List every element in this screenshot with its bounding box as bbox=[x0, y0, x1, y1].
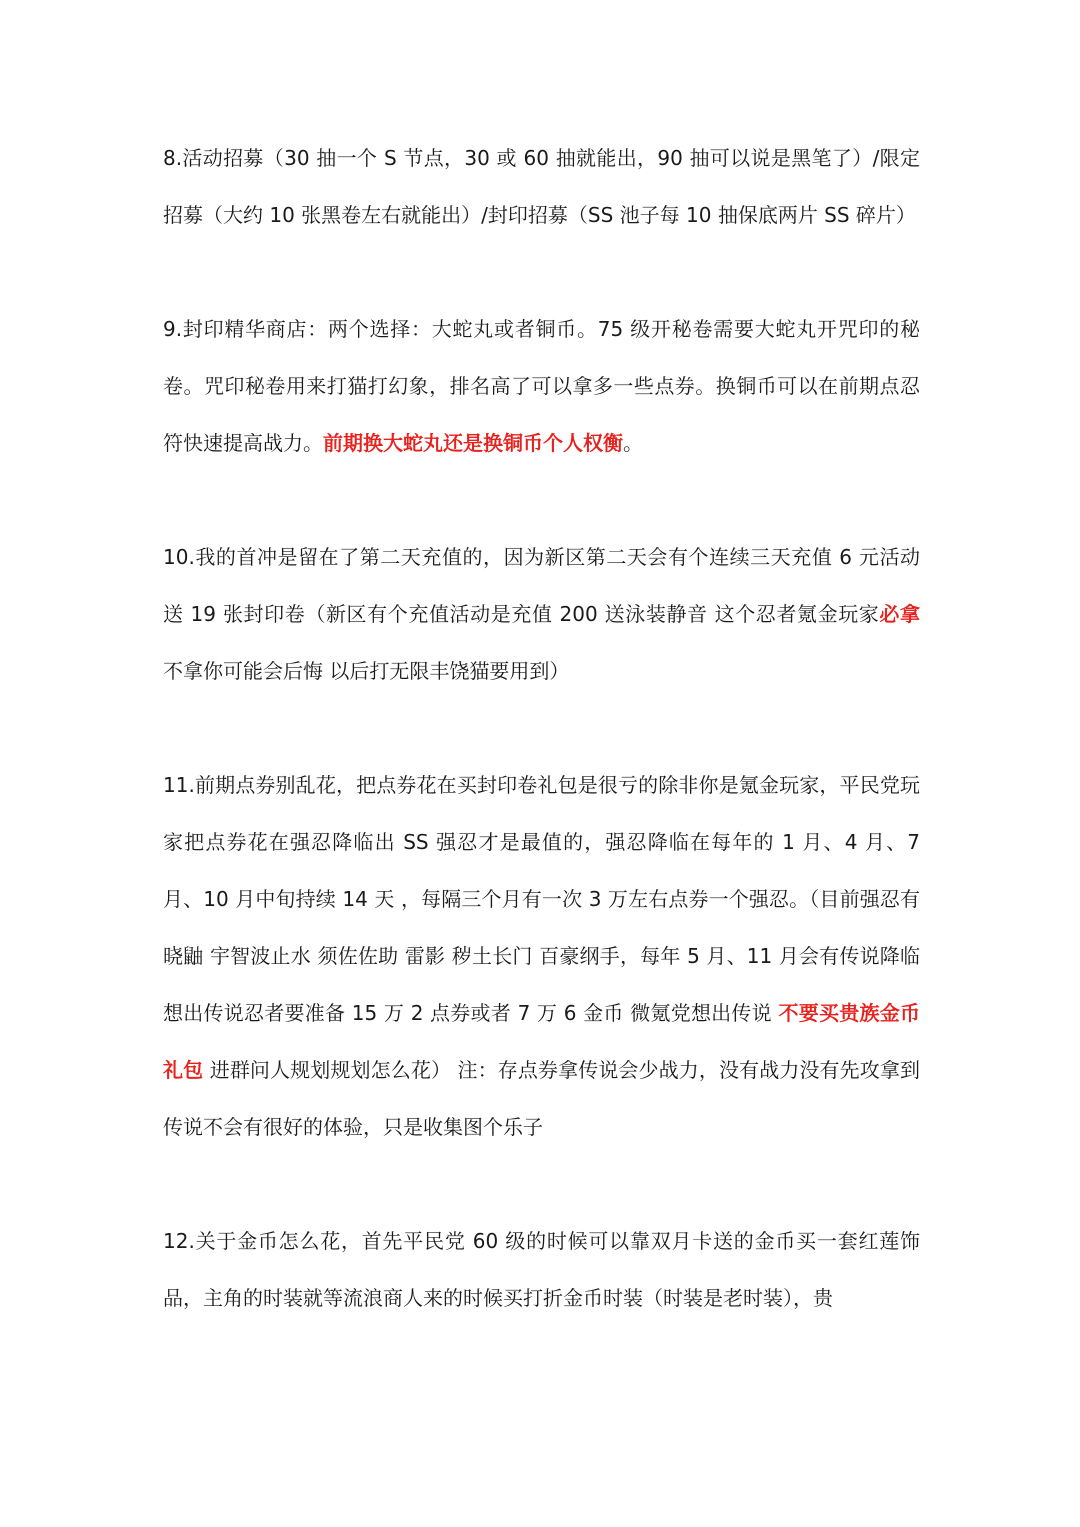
paragraph-10 bbox=[163, 529, 920, 700]
paragraph-10-tail: 不拿你可能会后悔 以后打无限丰饶猫要用到） bbox=[163, 659, 570, 683]
paragraph-spacer bbox=[163, 700, 920, 757]
paragraph-11 bbox=[163, 757, 920, 1156]
paragraph-9-text: 9.封印精华商店：两个选择：大蛇丸或者铜币。75 级开秘卷需要大蛇丸开咒印的秘卷。咒印秘卷用来打猫打幻象，排名高了可以拿多一些点券。换铜币可以在前期点忍符快速提高战力。 bbox=[163, 317, 920, 455]
paragraph-10-text: 10.我的首冲是留在了第二天充值的，因为新区第二天会有个连续三天充值 6 元活动送 19 张封印卷（新区有个充值活动是充值 200 送泳装静音 这个忍者氪金玩家 bbox=[163, 545, 920, 626]
paragraph-9 bbox=[163, 301, 920, 472]
paragraph-spacer bbox=[163, 244, 920, 301]
paragraph-12 bbox=[163, 1213, 920, 1327]
paragraph-11-tail: 进群问人规划规划怎么花） 注：存点券拿传说会少战力，没有战力没有先攻拿到传说不会有很好的体验，只是收集图个乐子 bbox=[163, 1058, 921, 1139]
paragraph-9-highlight: 前期换大蛇丸还是换铜币个人权衡 bbox=[323, 431, 623, 455]
document-page bbox=[163, 130, 920, 1327]
paragraph-11-text: 11.前期点券别乱花，把点券花在买封印卷礼包是很亏的除非你是氪金玩家，平民党玩家把点券花在强忍降临出 SS 强忍才是最值的，强忍降临在每年的 1 月、4 月、7 月、10 月中旬持续 14 天 ，每隔三个月有一次 3 万左右点券一个强忍。（目前强忍有晓鼬 宇智波止水 须佐佐助 雷影 秽土长门 百豪纲手，每年 5 月、11 月会有传说降临 想出传说忍者要准备 15 万 2 点券或者 7 万 6 金币 微氪党想出传说 bbox=[163, 773, 920, 1025]
paragraph-spacer bbox=[163, 472, 920, 529]
paragraph-9-tail: 。 bbox=[623, 431, 643, 455]
paragraph-8-text: 8.活动招募（30 抽一个 S 节点，30 或 60 抽就能出，90 抽可以说是黑笔了）/限定招募（大约 10 张黑卷左右就能出）/封印招募（SS 池子每 10 抽保底两片 SS 碎片） bbox=[163, 146, 920, 227]
paragraph-10-highlight: 必拿 bbox=[879, 602, 920, 626]
paragraph-8 bbox=[163, 130, 920, 244]
paragraph-11-highlight: 不要买贵族金币礼包 bbox=[163, 1001, 921, 1082]
paragraph-spacer bbox=[163, 1156, 920, 1213]
paragraph-12-text: 12.关于金币怎么花，首先平民党 60 级的时候可以靠双月卡送的金币买一套红莲饰品，主角的时装就等流浪商人来的时候买打折金币时装（时装是老时装），贵 bbox=[163, 1229, 920, 1310]
